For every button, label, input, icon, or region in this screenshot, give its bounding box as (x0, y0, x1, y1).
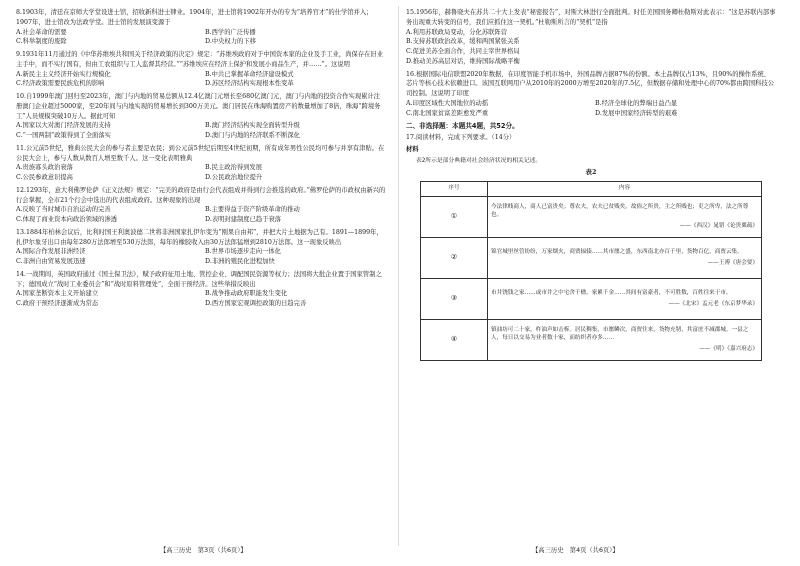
table-header-content: 内容 (488, 181, 762, 196)
page-footer-right: 【高三历史 第4页（共6页）】 (532, 547, 619, 554)
option: D.推动美苏高层对话，维持国际战略平衡 (406, 57, 520, 65)
question-text: 12.1293年，意大利佛罗伦萨《正义法规》规定：“完美的政府是由行会代表组成并得到行会推选的政府。”佛罗伦萨的市政权由新兴的行会掌握，全市21个行会中选出的代表组成政府。这种现象的出现 (16, 186, 386, 204)
question (16, 8, 386, 47)
row-source: ——王溥《唐会要》 (707, 259, 758, 266)
row-content (488, 319, 762, 360)
option: B.中共已掌握革命经济建设模式 (205, 70, 294, 78)
table-row (421, 237, 762, 278)
right-page (406, 8, 776, 364)
left-page (16, 8, 386, 312)
options (16, 121, 386, 141)
option: B.主要得益于资产阶级革命的推动 (205, 206, 300, 214)
option: A.国家垄断资本主义开始建立 (16, 290, 99, 298)
option: A.反映了当时城市自治运动的完善 (16, 206, 111, 214)
row-quote: 今法律贱商人，商人已富贵矣；尊农夫，农夫已贫贱矣。故俗之所贵，主之所贱也；吏之所卑，法之所尊也。 (491, 203, 749, 219)
page-divider (398, 6, 399, 546)
material-intro: 表2所示是部分典籍对社会经济状况的相关记述。 (416, 157, 542, 164)
row-number: ④ (421, 319, 488, 360)
table-row (421, 278, 762, 319)
option: C.科举制度的废除 (16, 38, 67, 46)
options (16, 28, 386, 48)
option: D.非洲的殖民化进程加快 (205, 258, 275, 265)
option: C.政府干预经济逐渐成为常态 (16, 300, 99, 307)
question-text: 8.1903年，清廷在京师大学堂设进士馆，招收新科进士肄业。1904年，进士馆将1902年开办的专为“培养官才”的仕学馆并入；1907年，进士馆改为法政学堂。进士馆的发展演变源于 (16, 9, 373, 26)
table-caption: 表2 (585, 168, 597, 176)
option: C.南北国家贫富差距愈发严重 (406, 109, 489, 117)
table-header-row (421, 181, 762, 196)
option: D.澳门与内地的经济联系不断深化 (205, 132, 300, 139)
question-text: 11.公元前5世纪，雅典公民大会的参与者主要是农民；到公元前5世纪后期至4世纪初期，所有成年男性公民均可参与并享有津贴。在公民大会上，参与人数从数百人增至数千人。这一变化表明雅典 (16, 144, 385, 162)
question (16, 270, 386, 309)
row-number: ③ (421, 278, 488, 319)
option: B.民主政治得到发展 (205, 164, 263, 172)
option: D.苏区经济结构实现根本性变革 (205, 80, 294, 88)
options (16, 205, 386, 225)
option: B.澳门经济结构实现全面转型升级 (205, 122, 300, 130)
option: B.战争推动政府职能发生变化 (205, 290, 288, 298)
material-label: 材料 (406, 146, 419, 154)
table-body (421, 196, 762, 360)
table-header-no: 序号 (421, 181, 488, 196)
options (16, 70, 386, 90)
options (16, 163, 386, 183)
option: B.西学的广泛传播 (205, 28, 256, 36)
option: C.经济政策需要民族危机的影响 (16, 80, 105, 88)
row-number: ① (421, 196, 488, 237)
material-table (420, 181, 762, 361)
option: A.贵族寡头政治衰落 (16, 164, 73, 172)
option: A.新民主主义经济开始实行规模化 (16, 70, 111, 78)
option: B.世界市场逐步走向一体化 (205, 248, 281, 256)
question-text: 10.自1999年澳门回归至2023年，澳门与内地的贸易总额从12.4亿澳门元增长至680亿澳门元，澳门与内地的投资合作实现累计注册澳门企业超过5000家，至20年间与内地实现的贸易增长到300万美元。澳门居民在珠海购置房产的数量增加了8倍，珠海“跨境务工”人员规模突破10万人。据此可知 (16, 93, 381, 120)
question-text: 14.一战期间，英国政府通过《国土保卫法》，赋予政府征用土地、管控企业、调配国民资源等权力；法国将大批企业置于国家管制之下；德国成立“战时工业委员会”和“战时原料管理处”，全面干预经济。这些举措反映出 (16, 270, 382, 288)
row-source: ——《北宋》孟元老《东京梦华录》 (668, 300, 758, 307)
row-content (488, 237, 762, 278)
page-footer-left: 【高三历史 第3页（共6页）】 (160, 547, 247, 554)
question-text: 15.1956年，赫鲁晓夫在苏共二十大上发表“秘密报告”，对斯大林进行全面批判。时任美国国务卿杜勒斯对此表示：“这是苏联内部事务出现重大转变的信号，我们应抓住这一契机。”杜勒斯所言的“契机”是指 (406, 9, 776, 26)
option: A.社会革命的需要 (16, 28, 67, 36)
option: A.利用苏联政局变动，分化苏联阵营 (406, 28, 508, 36)
option: C.“一国两制”政策得到了全面落实 (16, 132, 111, 139)
row-quote: 市井饶钱之家……或市井之中宅舍千楹，家累千金……其间有富豪者，不可胜数，百姓往来于市。 (491, 290, 732, 297)
options (16, 247, 386, 267)
question (16, 228, 386, 267)
question (16, 92, 386, 141)
option: A.国际合作发展非洲经济 (16, 248, 86, 256)
question (406, 70, 776, 119)
option: C.公民参政意识提高 (16, 174, 73, 181)
row-quote: 镇油坊可二十家，杵油声如击柝。居民稠集，市廛鳞次，商贾往来，货物充牣，其富庶不减郡城。一县之人，每日以交易为业者数十家，而纺织者亦多…… (491, 326, 749, 342)
option: D.中央权力的下移 (205, 38, 256, 46)
option: D.公民政治地位提升 (205, 174, 263, 181)
row-source: ——《西汉》晁错《论贵粟疏》 (679, 223, 758, 230)
question-text: 9.1931年11月通过的《中华苏维埃共和国关于经济政策的决定》规定：“苏维埃政府对于中国资本家的企业及手工业，尚保存在旧业主手中，而不实行国有，但由工农组织与工人监督其经营。”“苏维埃应在经济上保护和发展小商品生产，并……”。这说明 (16, 51, 383, 68)
question-17 (406, 133, 776, 360)
question (16, 186, 386, 225)
question-text: 16.根据国际电信联盟2020年数据，在印度智能手机市场中，外国品牌占据87%的份额。本土品牌仅占13%，且90%的操作系统、芯片等核心技术依赖进口。该国互联网用户从2010年的2000万增至2020年的7.5亿，但数据存储和处理中心的70%都由跨国科技公司控制。这说明了印度 (406, 70, 775, 97)
section-title: 二、非选择题：本题共4题，共52分。 (406, 122, 519, 131)
option: B.支持苏联政治改革，缓和两国紧张关系 (406, 38, 520, 46)
option: C.非洲自由贸易发展迅速 (16, 258, 86, 265)
row-source: ——《明》《嘉兴府志》 (699, 346, 758, 353)
options (406, 28, 776, 67)
right-questions (406, 8, 776, 118)
option: D.表明封建制度已趋于衰落 (205, 216, 282, 223)
option: D.发展中国家经济转型的艰难 (595, 109, 678, 117)
option: A.国家以大对澳门经济发展的支持 (16, 122, 111, 130)
option: C.体现了商业资本向政治领域的渗透 (16, 216, 118, 223)
table-row (421, 196, 762, 237)
option: B.经济全球化的弊端日益凸显 (595, 99, 678, 107)
option: A.印度区域性大国地位的动摇 (406, 99, 489, 107)
question-17-stem: 17.阅读材料，完成下列要求。（14分） (406, 134, 516, 142)
row-content (488, 278, 762, 319)
question (16, 50, 386, 89)
options (16, 289, 386, 309)
options (406, 99, 776, 119)
question (16, 144, 386, 183)
row-quote: 锦官城里丝管纷纷，万家烟火，商贾辐辏……其市廛之盛，东西南北亦百千里，货物百亿，商贾云集。 (491, 249, 743, 256)
question-text: 13.1884年柏林会议后，比利时国王利奥波德二世将非洲国家扎伊尔变为“刚果自由邦”，并把大片土地据为己有。1891—1899年，扎伊尔象牙出口由每年280万法郎增至530万法郎，每年的橡胶收入由30万法郎猛增到2810万法郎。这一现象反映出 (16, 228, 383, 246)
row-content (488, 196, 762, 237)
question (406, 8, 776, 67)
option: C.促进美苏全面合作，共同主宰世界格局 (406, 48, 520, 55)
table-row (421, 319, 762, 360)
option: D.西方国家宏观调控政策的日趋完善 (205, 300, 307, 307)
row-number: ② (421, 237, 488, 278)
